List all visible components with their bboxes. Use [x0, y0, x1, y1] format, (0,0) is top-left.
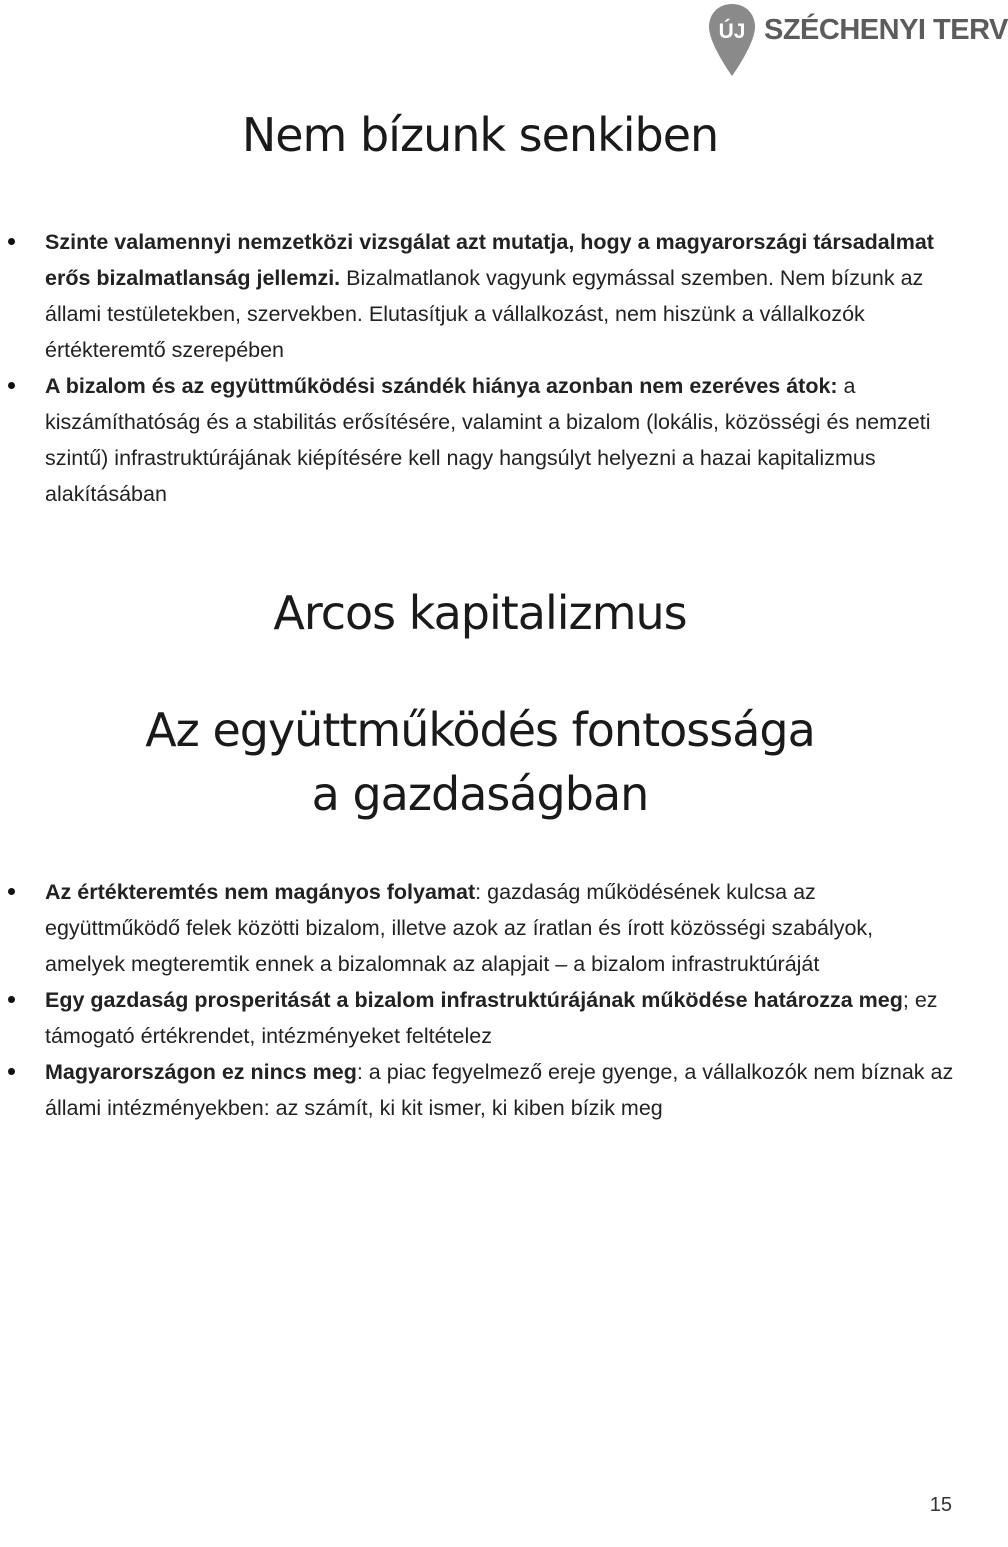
- bullet-item: [0, 874, 960, 982]
- bullet-item: [0, 368, 960, 512]
- slide-subtitle: [0, 698, 960, 826]
- bullet-bold-text: Egy gazdaság prosperitását a bizalom infrastruktúrájának működése határozza meg: [45, 988, 903, 1012]
- bullet-bold-text: Az értékteremtés nem magányos folyamat: [45, 880, 476, 904]
- bullet-dot-icon: [8, 1068, 15, 1075]
- bullet-bold-text: Magyarországon ez nincs meg: [45, 1060, 357, 1084]
- bullet-dot-icon: [8, 382, 15, 389]
- logo-pin-label: ÚJ: [718, 20, 746, 43]
- bullet-bold-text: Szinte valamennyi nemzetközi vizsgálat azt mutatja, hogy a magyarországi társadalmat erős bizalmatlanság jellemzi.: [45, 230, 934, 290]
- logo-wordmark: SZÉCHENYI TERV: [764, 14, 1008, 46]
- subtitle-line-2: a gazdaságban: [311, 767, 649, 821]
- bullet-dot-icon: [8, 238, 15, 245]
- bullet-item: [0, 982, 960, 1054]
- page-number: 15: [929, 1494, 952, 1516]
- bullet-dot-icon: [8, 996, 15, 1003]
- bullet-list-1: [0, 224, 960, 512]
- bullet-text: a kiszámíthatóság és a stabilitás erősítésére, valamint a bizalom (lokális, közösségi és nemzeti szintű) infrastruktúrájának kiépítésére kell nagy hangsúlyt helyezni a hazai kapitalizmus alakításában: [45, 374, 931, 506]
- bullet-dot-icon: [8, 888, 15, 895]
- bullet-list-2: [0, 874, 960, 1126]
- subtitle-line-1: Az együttműködés fontossága: [145, 703, 815, 757]
- slide-title-1: Nem bízunk senkiben: [241, 108, 719, 162]
- bullet-text: ; ez támogató értékrendet, intézményeket feltételez: [45, 988, 938, 1048]
- slide-title-2: Arcos kapitalizmus: [273, 586, 687, 640]
- bullet-text: : gazdaság működésének kulcsa az együttműködő felek közötti bizalom, illetve azok az íratlan és írott közösségi szabályok, amelyek megteremtik ennek a bizalomnak az alapjait – a bizalom infrastruktúráját: [45, 880, 874, 976]
- bullet-item: [0, 1054, 960, 1126]
- szechenyi-terv-logo: [700, 0, 1008, 82]
- bullet-text: Bizalmatlanok vagyunk egymással szemben. Nem bízunk az állami testületekben, szervekben. Elutasítjuk a vállalkozást, nem hiszünk a vállalkozók értékteremtő szerepében: [45, 266, 924, 362]
- bullet-bold-text: A bizalom és az együttműködési szándék hiánya azonban nem ezeréves átok:: [45, 374, 838, 398]
- bullet-text: : a piac fegyelmező ereje gyenge, a vállalkozók nem bíznak az állami intézményekben: az számít, ki kit ismer, ki kiben bízik meg: [45, 1060, 954, 1120]
- bullet-item: [0, 224, 960, 368]
